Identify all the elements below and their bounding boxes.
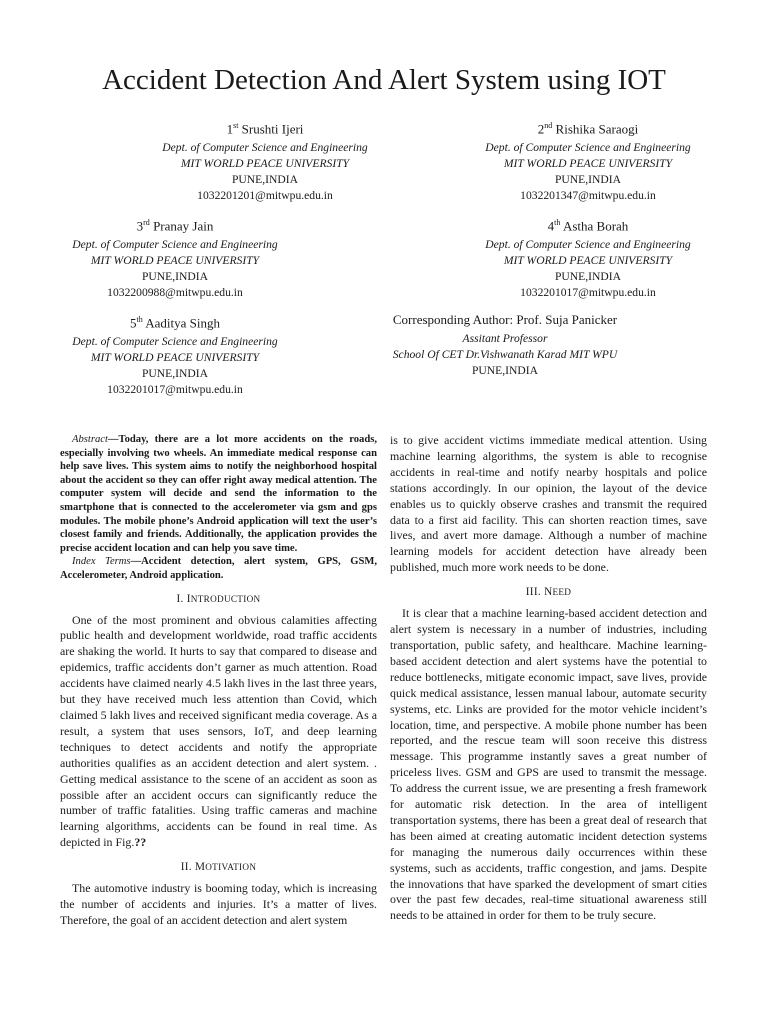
abstract: Abstract—Today, there are a lot more accidents on the roads, especially involving two wheels. An immediate medical response can help save lives. This system aims to notify the neighborhood hospital about the accident so they can offer right away medical attention. The computer system will decide and send the information to the smartphone that is connected to the accelerometer via gsm and gps modules. The mobile phone’s Android application will text the user’s closest family and friends. Additionally, the application provides the precise accident location and can help you save time.: [60, 434, 377, 554]
author-email: 1032201201@mitwpu.edu.in: [197, 189, 333, 203]
corresponding-author-school: School Of CET Dr.Vishwanath Karad MIT WPU: [392, 348, 618, 361]
author-city: PUNE,INDIA: [141, 270, 208, 284]
author-city: PUNE,INDIA: [554, 270, 621, 284]
corresponding-author-role: Assitant Professor: [462, 332, 548, 345]
corresponding-author-block: [340, 310, 670, 379]
section-heading-introduction: I. INTRODUCTION: [176, 592, 261, 605]
author-dept: Dept. of Computer Science and Engineering: [72, 238, 278, 252]
author-name: 1st Srushti Ijeri: [226, 121, 304, 137]
author-name: 3rd Pranay Jain: [136, 218, 214, 234]
author-block-3: [25, 213, 325, 301]
need-body: It is clear that a machine learning-based accident detection and alert system is necessary in a number of industries, including transportation, public safety, and healthcare. Machine learning-based accident detection and alert systems have the potential to reduce bottlenecks, mitigate economic impact, save lives, provide quick medical assistance, lessen manual labour, automate security systems, etc. Links are provided for the motor vehicle incident’s location, time, and perspective. A mobile phone number has been reported, and the rescue team will soon receive this distress message. This programme instantly saves a great number of priceless lives. GSM and GPS are used to transmit the message. To address the current issue, we are presenting a fresh framework for automatic risk detection. In the area of intelligent transportation systems, there has been a great deal of research that has been aimed at creating automatic incident detection systems for managing the numerous daily occurrences within these systems, such as accidents, traffic congestion, and jams. Despite the innovations that have sparked the development of smart cities over the past few decades, real-time situational awareness still needs to be attained in order for them to be truly secure.: [390, 606, 707, 923]
author-email: 1032201017@mitwpu.edu.in: [520, 286, 656, 300]
author-dept: Dept. of Computer Science and Engineering: [162, 141, 368, 155]
author-city: PUNE,INDIA: [141, 367, 208, 381]
author-name: 2nd Rishika Saraogi: [537, 121, 639, 137]
corresponding-author-city: PUNE,INDIA: [471, 364, 538, 377]
author-university: MIT WORLD PEACE UNIVERSITY: [90, 351, 260, 365]
motivation-body-continued: is to give accident victims immediate medical attention. Using machine learning algorithms, the system is able to recognise accidents in real-time and notify nearby hospitals and police stations accordingly. In our opinion, the layout of the device enables us to quickly observe crashes and transmit the required data to a first aid facility. This can shorten reaction times, save lives, and avert more damage. Although a number of machine learning models for accident detection have already been published, much more work needs to be done.: [390, 433, 707, 575]
right-column: [390, 433, 707, 924]
author-block-1: [115, 116, 415, 204]
section-heading-need: III. NEED: [525, 586, 572, 599]
author-email: 1032201347@mitwpu.edu.in: [520, 189, 656, 203]
author-email: 1032200988@mitwpu.edu.in: [107, 286, 243, 300]
introduction-body: One of the most prominent and obvious calamities affecting public health and development worldwide, road traffic accidents are shaking the world. It hurts to say that compared to disease and epidemics, traffic accidents don’t garner as much attention. Road accidents have claimed nearly 4.5 lakh lives in the last three years, but they have received much less attention than Covid, which claimed 5 lakh lives and received significant media coverage. As a result, a system that uses sensors, IoT, and deep learning techniques to detect accidents and notify the appropriate authorities qualifies as an accident detection and alert system. . Getting medical assistance to the scene of an accident as soon as possible after an accident occurs can significantly reduce the number of traffic fatalities. Using traffic cameras and machine learning algorithms, accidents can be found in real time. As depicted in Fig.??: [60, 612, 377, 850]
author-block-4: [438, 213, 738, 301]
author-name: 5th Aaditya Singh: [129, 315, 221, 331]
author-city: PUNE,INDIA: [554, 173, 621, 187]
left-column: [60, 433, 377, 929]
author-dept: Dept. of Computer Science and Engineering: [72, 335, 278, 349]
author-university: MIT WORLD PEACE UNIVERSITY: [180, 157, 350, 171]
motivation-body: The automotive industry is booming today, which is increasing the number of accidents and injuries. It’s a matter of lives. Therefore, the goal of an accident detection and alert system: [60, 881, 377, 927]
author-university: MIT WORLD PEACE UNIVERSITY: [503, 157, 673, 171]
author-city: PUNE,INDIA: [231, 173, 298, 187]
section-heading-motivation: II. MOTIVATION: [180, 861, 257, 874]
index-terms: Index Terms—Accident detection, alert system, GPS, GSM, Accelerometer, Android application.: [60, 556, 377, 581]
corresponding-author-name: Corresponding Author: Prof. Suja Panicker: [392, 312, 618, 327]
author-dept: Dept. of Computer Science and Engineering: [485, 141, 691, 155]
author-dept: Dept. of Computer Science and Engineering: [485, 238, 691, 252]
author-email: 1032201017@mitwpu.edu.in: [107, 383, 243, 397]
author-block-2: [438, 116, 738, 204]
paper-title: Accident Detection And Alert System using IOT: [102, 64, 666, 96]
author-block-5: [25, 310, 325, 398]
author-name: 4th Astha Borah: [547, 218, 629, 234]
author-university: MIT WORLD PEACE UNIVERSITY: [90, 254, 260, 268]
author-university: MIT WORLD PEACE UNIVERSITY: [503, 254, 673, 268]
